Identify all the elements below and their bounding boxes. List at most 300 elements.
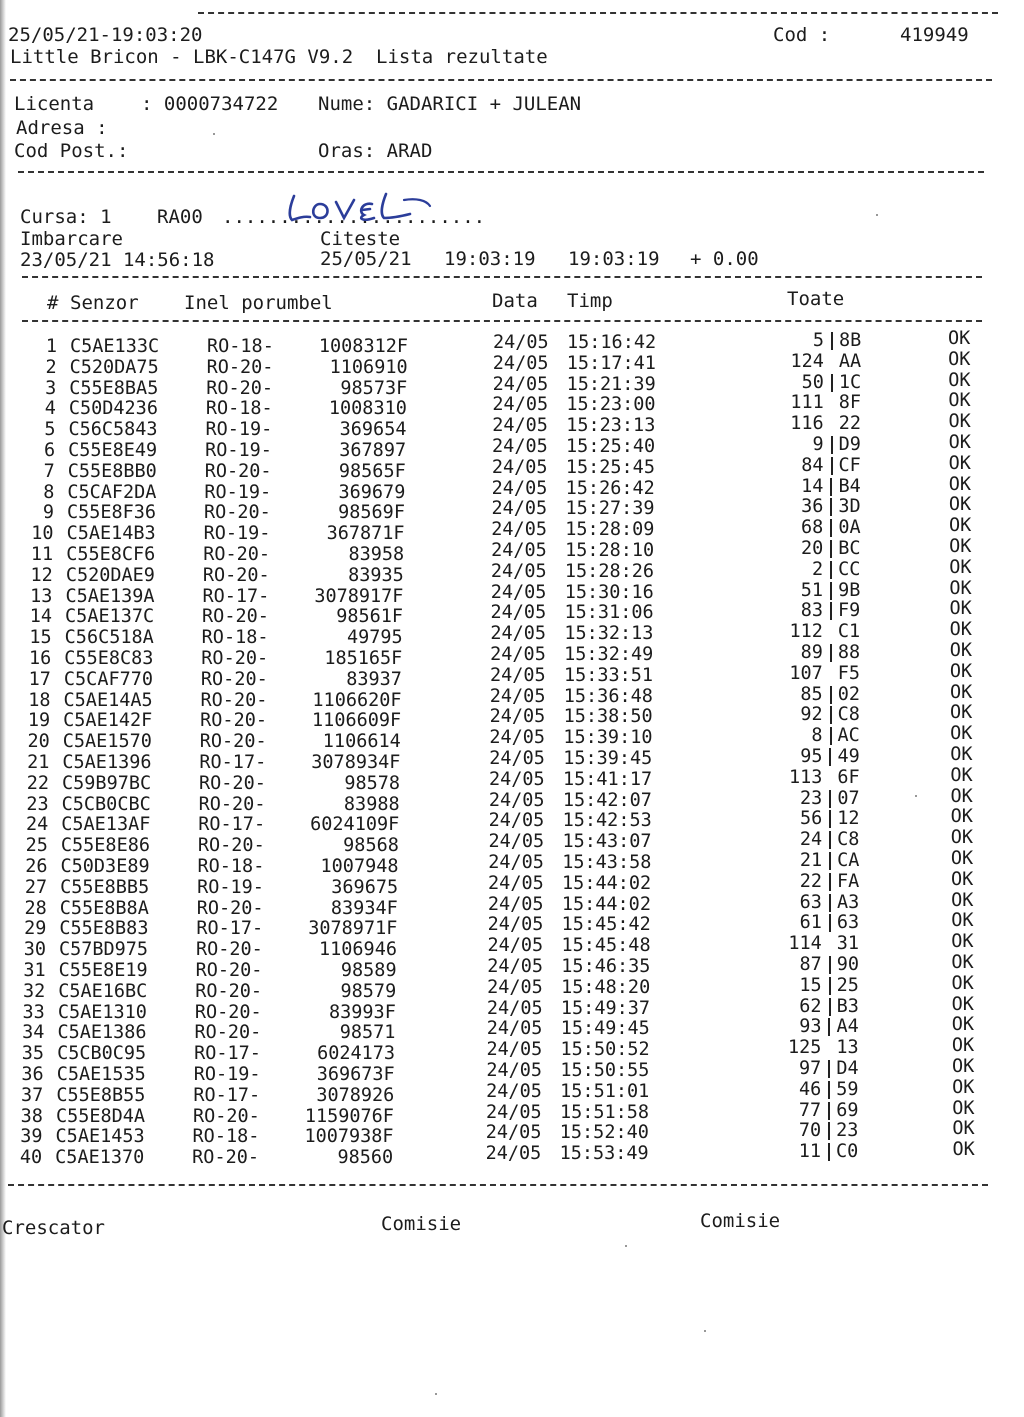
row-ring-number: 98589 — [340, 960, 397, 981]
row-ring-number: 369679 — [338, 481, 406, 503]
row-time: 15:28:10 — [565, 540, 655, 561]
row-count: 14 — [801, 475, 824, 497]
row-separator-mark — [829, 810, 831, 828]
row-senzor: C5CB0CBC — [61, 793, 151, 815]
row-date: 24/05 — [489, 768, 545, 790]
row-ring-number: 1008312F — [318, 336, 408, 357]
row-number: 37 — [21, 1084, 44, 1106]
row-separator-mark — [830, 644, 832, 662]
row-ring-region: RO-20- — [204, 460, 272, 482]
row-time: 15:32:13 — [564, 623, 654, 645]
row-code: 1C — [838, 371, 862, 393]
col-data: Data — [492, 290, 538, 312]
row-time: 15:44:02 — [562, 872, 652, 894]
row-count: 36 — [801, 496, 824, 518]
row-time: 15:53:49 — [559, 1143, 649, 1165]
row-separator-mark — [830, 540, 832, 558]
row-ring-number: 1106620F — [312, 689, 402, 711]
row-count: 70 — [798, 1120, 822, 1142]
row-senzor: C55E8F36 — [66, 502, 157, 524]
row-count: 2 — [812, 558, 824, 580]
row-date: 24/05 — [488, 789, 545, 811]
col-num: # — [47, 292, 59, 314]
row-ring-region: RO-17- — [196, 918, 264, 940]
row-time: 15:42:07 — [562, 789, 652, 811]
row-count: 8 — [811, 725, 823, 747]
row-count: 51 — [800, 579, 824, 601]
row-number: 29 — [24, 918, 47, 940]
row-ring-region: RO-18- — [192, 1126, 260, 1148]
row-time: 15:25:45 — [565, 456, 655, 478]
row-date: 24/05 — [488, 852, 544, 873]
row-code: 13 — [836, 1037, 859, 1059]
row-ring-number: 1007948 — [320, 856, 399, 877]
row-status: OK — [949, 536, 972, 557]
row-status: OK — [948, 348, 971, 370]
citeste-time-2: 19:03:19 — [568, 248, 660, 270]
row-number: 22 — [26, 772, 50, 794]
divider-bottom — [8, 1184, 988, 1186]
row-code: 22 — [838, 413, 861, 435]
row-date: 24/05 — [487, 893, 544, 915]
row-status: OK — [952, 1139, 975, 1161]
row-separator-mark — [830, 561, 832, 579]
row-date: 24/05 — [486, 1060, 543, 1081]
cursa: Cursa: 1 — [20, 206, 112, 228]
row-date: 24/05 — [491, 519, 547, 541]
row-separator-mark — [828, 1018, 830, 1036]
row-status: OK — [948, 369, 971, 391]
row-separator-mark — [828, 1060, 830, 1078]
row-date: 24/05 — [486, 1039, 543, 1061]
row-count: 97 — [799, 1058, 822, 1079]
scan-speck — [915, 795, 917, 797]
row-separator-mark — [829, 956, 831, 974]
divider-header — [10, 79, 992, 81]
codpost-label: Cod Post.: — [14, 140, 129, 162]
row-number: 39 — [20, 1126, 43, 1148]
row-count: 125 — [787, 1037, 822, 1059]
row-code: 07 — [837, 787, 860, 809]
row-code: 31 — [836, 933, 860, 955]
row-number: 7 — [43, 460, 55, 482]
row-count: 85 — [800, 683, 823, 705]
row-code: 59 — [836, 1078, 859, 1100]
row-count: 112 — [789, 621, 823, 643]
row-separator-mark — [828, 1122, 830, 1140]
row-time: 15:39:10 — [563, 727, 653, 749]
row-ring-region: RO-20- — [198, 793, 266, 815]
row-ring-number: 98569F — [338, 502, 405, 524]
row-count: 92 — [800, 704, 823, 726]
row-separator-mark — [828, 1102, 830, 1120]
handwritten-name — [286, 190, 436, 230]
row-number: 1 — [45, 336, 57, 357]
row-ring-number: 3078926 — [316, 1084, 395, 1106]
row-senzor: C5CAF770 — [63, 668, 154, 690]
row-code: C0 — [836, 1141, 859, 1163]
row-status: OK — [948, 432, 971, 453]
row-time: 15:27:39 — [565, 498, 655, 520]
row-ring-number: 367897 — [339, 440, 407, 461]
row-status: OK — [948, 494, 972, 516]
row-count: 116 — [790, 413, 824, 435]
row-time: 15:45:48 — [561, 935, 651, 957]
row-code: 49 — [837, 746, 860, 767]
row-separator-mark — [829, 873, 831, 891]
row-separator-mark — [830, 727, 832, 745]
row-ring-number: 1007938F — [304, 1126, 394, 1148]
row-senzor: C56C5843 — [68, 419, 158, 441]
row-number: 25 — [25, 835, 48, 857]
row-senzor: C520DAE9 — [65, 564, 155, 586]
row-number: 23 — [26, 793, 49, 815]
row-count: 95 — [800, 746, 823, 767]
row-ring-region: RO-17- — [194, 1043, 261, 1065]
signature-comisie-1: Comisie — [381, 1213, 462, 1235]
row-ring-region: RO-20- — [203, 502, 271, 524]
row-code: BC — [838, 538, 861, 559]
row-ring-number: 98579 — [340, 980, 397, 1002]
row-date: 24/05 — [492, 394, 549, 416]
row-number: 6 — [43, 440, 56, 461]
row-code: 8B — [839, 330, 862, 351]
row-time: 15:43:58 — [562, 852, 652, 873]
row-time: 15:30:16 — [564, 581, 654, 603]
row-number: 5 — [44, 419, 56, 441]
row-ring-region: RO-20- — [206, 377, 274, 399]
row-date: 24/05 — [488, 872, 544, 894]
row-senzor: C5AE1370 — [55, 1147, 145, 1169]
row-ring-region: RO-20- — [199, 731, 267, 753]
row-time: 15:39:45 — [563, 748, 653, 769]
row-code: 25 — [836, 974, 859, 996]
row-senzor: C5AE1310 — [57, 1001, 147, 1023]
row-ring-region: RO-20- — [203, 544, 271, 565]
row-code: 88 — [837, 642, 861, 663]
col-timp: Timp — [567, 290, 613, 312]
row-ring-number: 3078934F — [311, 752, 401, 773]
col-senzor: Senzor — [70, 292, 139, 314]
row-code: A4 — [836, 1016, 859, 1038]
row-date: 24/05 — [487, 976, 543, 998]
row-number: 12 — [30, 564, 53, 586]
row-status: OK — [949, 660, 973, 682]
row-separator-mark — [829, 914, 831, 932]
row-ring-number: 49795 — [346, 627, 403, 649]
row-count: 77 — [798, 1099, 822, 1121]
row-time: 15:50:55 — [560, 1060, 650, 1081]
row-status: OK — [950, 764, 973, 786]
row-senzor: C55E8CF6 — [66, 544, 156, 565]
row-number: 38 — [20, 1105, 43, 1127]
row-status: OK — [949, 619, 972, 641]
row-ring-region: RO-17- — [193, 1084, 261, 1106]
imbarcare-label: Imbarcare — [20, 228, 123, 250]
row-date: 24/05 — [492, 352, 549, 374]
citeste-label: Citeste — [320, 228, 401, 250]
signature-crescator: Crescator — [2, 1217, 105, 1239]
row-time: 15:52:40 — [559, 1122, 649, 1144]
row-number: 26 — [25, 856, 48, 877]
row-ring-number: 1159076F — [304, 1105, 394, 1127]
row-code: 9B — [838, 579, 861, 601]
row-ring-region: RO-20- — [195, 980, 263, 1002]
row-ring-region: RO-18- — [207, 336, 274, 357]
row-status: OK — [950, 806, 973, 828]
row-number: 11 — [30, 544, 54, 565]
row-code: D9 — [838, 434, 861, 455]
row-count: 84 — [801, 454, 824, 476]
divider-columns — [22, 320, 982, 322]
row-ring-number: 369675 — [331, 876, 399, 898]
row-time: 15:43:07 — [562, 831, 652, 853]
row-ring-number: 98565F — [338, 460, 406, 482]
row-date: 24/05 — [485, 1143, 542, 1165]
row-ring-number: 6024109F — [310, 814, 400, 836]
row-separator-mark — [829, 852, 831, 870]
row-senzor: C55E8D4A — [55, 1105, 146, 1127]
divider-race — [22, 276, 982, 278]
row-ring-region: RO-18- — [197, 856, 265, 877]
row-ring-region: RO-20- — [192, 1147, 259, 1169]
row-ring-region: RO-20- — [202, 564, 270, 586]
row-senzor: C55E8BA5 — [69, 377, 159, 399]
row-number: 31 — [23, 960, 46, 981]
row-code: 8F — [838, 392, 862, 414]
row-date: 24/05 — [491, 456, 548, 478]
row-status: OK — [948, 452, 971, 474]
row-count: 9 — [812, 434, 824, 455]
row-separator-mark — [830, 498, 832, 516]
row-ring-number: 1008310 — [328, 398, 407, 420]
row-senzor: C5AE16BC — [58, 980, 148, 1002]
row-code: A3 — [836, 891, 860, 913]
citeste-time-1: 19:03:19 — [444, 248, 536, 270]
row-senzor: C55E8B83 — [59, 918, 149, 940]
adresa-label: Adresa : — [16, 117, 108, 139]
row-number: 8 — [43, 481, 55, 503]
row-ring-number: 1106910 — [329, 356, 408, 378]
row-date: 24/05 — [489, 706, 546, 728]
row-time: 15:31:06 — [564, 602, 654, 624]
row-status: OK — [950, 702, 973, 724]
row-senzor: C5CB0C95 — [57, 1043, 147, 1065]
row-separator-mark — [829, 790, 831, 808]
row-time: 15:42:53 — [562, 810, 652, 832]
row-number: 27 — [24, 876, 48, 898]
row-ring-region: RO-20- — [195, 939, 263, 961]
row-ring-region: RO-20- — [197, 835, 265, 857]
row-date: 24/05 — [489, 685, 546, 707]
row-senzor: C5AE14B3 — [66, 523, 156, 545]
row-number: 9 — [42, 502, 54, 524]
row-count: 20 — [800, 538, 824, 559]
row-separator-mark — [831, 457, 833, 475]
row-senzor: C57BD975 — [58, 939, 149, 961]
row-date: 24/05 — [487, 935, 544, 957]
row-ring-number: 1106609F — [312, 710, 402, 732]
row-date: 24/05 — [486, 1018, 543, 1040]
row-code: F5 — [837, 662, 861, 684]
cod-label: Cod : — [773, 24, 831, 46]
row-time: 15:17:41 — [566, 352, 656, 374]
row-ring-region: RO-19- — [205, 419, 273, 441]
row-separator-mark — [828, 1081, 830, 1099]
row-time: 15:36:48 — [563, 685, 653, 707]
row-number: 28 — [24, 897, 47, 919]
row-ring-region: RO-20- — [194, 1001, 262, 1023]
row-status: OK — [950, 848, 974, 869]
row-status: OK — [949, 577, 972, 599]
row-date: 24/05 — [485, 1122, 542, 1144]
row-count: 111 — [790, 392, 824, 414]
row-time: 15:49:37 — [560, 997, 651, 1019]
row-number: 2 — [45, 356, 57, 378]
row-status: OK — [951, 952, 974, 973]
row-date: 24/05 — [490, 581, 547, 603]
row-count: 68 — [801, 517, 824, 539]
row-code: AC — [837, 725, 860, 747]
row-senzor: C5AE13AF — [61, 814, 151, 836]
row-senzor: C5AE139A — [65, 585, 155, 607]
row-senzor: C50D4236 — [68, 398, 158, 420]
row-senzor: C55E8BB0 — [67, 460, 157, 482]
row-time: 15:32:49 — [564, 644, 654, 665]
row-senzor: C520DA75 — [69, 356, 159, 378]
row-date: 24/05 — [492, 373, 549, 395]
row-ring-number: 3078971F — [308, 918, 398, 940]
row-ring-region: RO-18- — [201, 627, 269, 649]
row-status: OK — [950, 785, 973, 807]
row-separator-mark — [829, 748, 831, 766]
row-senzor: C55E8E19 — [58, 960, 148, 981]
row-date: 24/05 — [486, 1080, 542, 1102]
row-date: 24/05 — [492, 415, 548, 437]
row-senzor: C55E8E86 — [60, 835, 150, 857]
row-time: 15:23:00 — [566, 394, 656, 416]
row-date: 24/05 — [490, 644, 546, 665]
row-count: 63 — [799, 891, 822, 913]
race-code: RA00 — [157, 206, 203, 228]
row-time: 15:46:35 — [561, 956, 651, 977]
row-status: OK — [951, 1056, 975, 1077]
row-date: 24/05 — [490, 623, 547, 645]
row-senzor: C5AE1570 — [62, 731, 152, 753]
row-senzor: C5AE137C — [65, 606, 155, 628]
row-time: 15:33:51 — [563, 664, 654, 686]
row-status: OK — [952, 1097, 975, 1119]
row-time: 15:50:52 — [560, 1039, 650, 1061]
row-code: 0A — [838, 517, 861, 539]
row-senzor: C5AE1386 — [57, 1022, 147, 1044]
row-code: 02 — [837, 683, 860, 705]
row-count: 87 — [799, 954, 822, 975]
row-date: 24/05 — [489, 727, 546, 749]
scan-speck — [704, 1330, 706, 1332]
row-senzor: C56C518A — [64, 627, 154, 649]
row-date: 24/05 — [491, 498, 548, 520]
row-ring-number: 1106946 — [319, 939, 397, 961]
row-ring-number: 1106614 — [322, 731, 401, 753]
citeste-diff: + 0.00 — [690, 248, 759, 270]
row-date: 24/05 — [490, 602, 547, 624]
row-senzor: C50D3E89 — [60, 856, 150, 877]
row-date: 24/05 — [491, 540, 547, 561]
row-code: CA — [837, 850, 860, 871]
row-date: 24/05 — [488, 810, 545, 832]
row-code: C1 — [837, 621, 861, 643]
row-number: 35 — [21, 1043, 45, 1065]
row-status: OK — [948, 473, 972, 495]
row-count: 61 — [799, 912, 822, 934]
row-number: 3 — [45, 377, 57, 399]
row-count: 46 — [798, 1078, 822, 1100]
row-status: OK — [948, 328, 971, 349]
signature-comisie-2: Comisie — [700, 1210, 781, 1232]
row-separator-mark — [829, 831, 831, 849]
row-count: 93 — [799, 1016, 822, 1038]
row-code: C8 — [837, 829, 860, 851]
row-ring-number: 83993F — [329, 1001, 396, 1023]
row-ring-number: 98560 — [337, 1147, 394, 1169]
scan-speck — [213, 133, 215, 135]
row-ring-region: RO-20- — [200, 668, 268, 690]
row-ring-region: RO-20- — [195, 960, 263, 981]
row-number: 18 — [28, 689, 51, 711]
row-code: 69 — [836, 1099, 859, 1121]
row-separator-mark — [831, 332, 833, 350]
row-count: 83 — [800, 600, 823, 622]
scan-speck — [876, 214, 878, 216]
row-code: CC — [838, 558, 861, 580]
row-number: 16 — [29, 648, 52, 669]
row-senzor: C5AE1535 — [56, 1064, 146, 1085]
row-count: 5 — [812, 330, 824, 351]
race-dots: ....................... — [222, 206, 486, 228]
row-time: 15:44:02 — [561, 893, 651, 915]
row-number: 36 — [21, 1064, 44, 1085]
row-time: 15:28:26 — [564, 560, 655, 582]
row-ring-region: RO-20- — [200, 689, 268, 711]
row-count: 107 — [789, 662, 823, 684]
row-ring-region: RO-19- — [197, 876, 264, 898]
row-code: AA — [838, 350, 862, 372]
row-code: 63 — [836, 912, 860, 934]
row-status: OK — [949, 681, 973, 703]
row-code: B3 — [836, 995, 859, 1017]
row-count: 21 — [799, 850, 823, 871]
licenta-label: Licenta — [14, 93, 95, 115]
row-status: OK — [950, 868, 974, 890]
row-number: 20 — [27, 731, 50, 753]
row-time: 15:48:20 — [561, 976, 651, 998]
scan-edge-shadow — [0, 0, 6, 1417]
row-count: 113 — [788, 766, 823, 788]
row-ring-number: 367871F — [326, 523, 405, 545]
row-ring-region: RO-20- — [200, 710, 267, 732]
row-code: FA — [837, 870, 860, 892]
row-ring-number: 83934F — [330, 897, 398, 919]
row-separator-mark — [830, 519, 832, 537]
row-status: OK — [951, 993, 974, 1015]
row-count: 22 — [799, 870, 823, 892]
row-separator-mark — [831, 374, 833, 392]
row-count: 24 — [799, 829, 823, 851]
row-separator-mark — [829, 998, 831, 1016]
row-code: 90 — [836, 954, 859, 975]
row-code: 12 — [837, 808, 860, 830]
